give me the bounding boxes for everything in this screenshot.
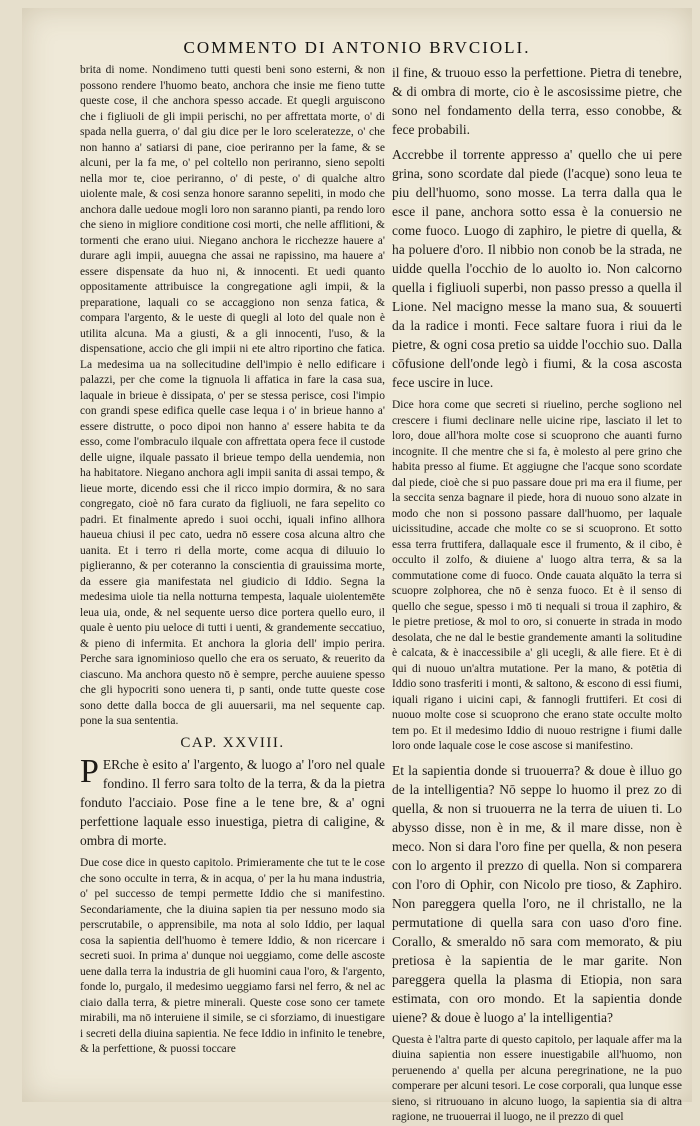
commentary-paragraph: Questa è l'altra parte di questo capitolo, per laquale affer ma la diuina sapientia non essere inuestigabile all'huomo, non peruenendo a' quella per alcuna peregrinatione, ne la puo comperare per alcuni tesori. Le cose corporali, qua lunque esse sieno, si ritruouano in alcuno luogo, la sapientia sia di altra ragione, ne truouerrai il luogo, ne il prezzo di quel [392,1033,682,1123]
chapter-heading: CAP. XXVIII. [180,734,285,751]
commentary-paragraph: brita di nome. Nondimeno tutti questi beni sono esterni, & non possono rendere l'huomo beato, anchora che insie me fieno tutte queste cose, il che anchora spesso accade. Et quegli arguiscono che i figliuoli de gli impii perischi, no per affrettata morte, o' di spada nella guerra, o' dal giu dice per le loro sceleratezze, o' che non hanno a' satiarsi di pane, cioe periranno per la fame, & se alcuni, per la fa me, o' pel coltello non periranno, sieno sepolti nella mor te, cioe periranno, o' di peste, o' di qualche altro uiolente male, & cosi senza honore saranno sepeliti, in modo che anchora dalle uedoue mogli loro non saranno pianti, pa rendo loro che sieno in migliore conditione cosi morti, che nelle afflitioni, & tormenti che erano uiui. Niegano anchora le ricchezze hauere a' durare agli impii, auuegna che assai ne rapissino, ma hauere a' essere dispensate da huo ni, & innocenti. Et uedi quanto oppositamente attribuisce la congregatione agli impii, & la preparatione, laquali co se accaggiono non senza fatica, & compara l'argento, & le ueste di quegli al loto del quale non è utilita alcuna. Ma a giusti, & a gli innocenti, l'uso, & la dispensatione, accio che gli impii ni ete altro riportino che fatica. La medesima ua na sollecitudine dell'impio è nello edificare i palazzi, per che come la tignuola li affatica in fare la casa sua, laquale in brieue è dissipata, o' per se stessa perisce, cosi l'impio con grandi spese edifica quelle case lequa i o' in brieue hanno a' essere distrutte, o poco dipoi non hanno a' essere habita te da esso, come l'ombraculo ilquale con affrettata opera fece il custode delle uigne, ilquale passato il brieue tempo della uendemia, non ha habitatore. Niegano anchora agli impii sanita di assai tempo, & lieue morte, dicendo essi che il ricco impio dormira, & no sara congregato, cioè nō fara curato da figliuoli, ne fara sepelito co padri. Et finalmente apredo i suoi occhi, iquali infino allhora haueua chiusi il pec cato, uedra nō essere cosa alcuna altro che uanita. Et i terro ri della morte, come acqua di diluuio lo piglieranno, & per coteranno la conscientia di grauissima morte, da essere gia manifestata nel giudicio di Iddio. Segna la medesima uiole tia nella notturna tempesta, laquale uiolentemēte leua uia, onde, & nel sequente uerso dice portera quello euro, il quale è uento piu ueloce di tutti i uenti, & grandemente seccatiuo, & pieno di infermita. Et anchora la gloria dell' impio perira. Perche sara ignominioso quello che era os seruato, & reuerito da ciascuno. Ma anchora questo nō è sempre, perche auuiene spesso che gli hypocriti sono uenera ti, p santi, onde tutte queste cose sono dette dalla bocca de gli auuersarii, ma nel sequente cap. pone la sua sententia. [80,64,385,727]
commentary-paragraph: Dice hora come que secreti si riuelino, perche sogliono nel crescere i fiumi declinare nelle uicine ripe, lasciato il let to loro, doue all'hora molte cose si scuoprono che auanti furno incognite. Il che mentre che si fa, è molesto al pere grino che habita presso al fiume. Et aggiugne che l'acque sono scordate dal piede, cioè che si puo passare doue pri ma era il fiume, per la seccita senza bagnare il piede, hora di nuouo sono alzate in modo che non si possono passare dall'huomo, per laquale uicissitudine, accade che molte co se si scuoprono. Et sotto essa terra fruttifera, dallaquale esce il frumento, & il cibo, è occulto il zolfo, & diuiene a' luogo altra terra, & sa la commutatione come di fuoco. Onde cauata alquāto la terra si scuopre zolphorea, che nō è senza fuoco. Et è il senso di quello che segue, spesso i mō ti nequali si troua il zaphiro, & le pietre pretiose, & mol to oro, si conuerte in strada in modo desolata, che ne dal le bestie grandemente amanti la solitudine è calcata, & è inaccessibile a' gli ucegli, & alle fiere. Et è di qui di nuouo un'altra mutatione. Per la mano, & potētia di Iddio sono trasferiti i monti, & saltono, & escono di essi fiumi, iquali rigano i uicini capi, & fannogli fruttiferi. Et cosi di nuouo molte cose si scuoprono che erano state occulte molto tem po. Et il medesimo Iddio di nuouo restrigne i fiumi dalle loro onde laquale cose le cose ascose si manifestino. [392,399,682,752]
scripture-text: il fine, & truouo esso la perfettione. Pietra di tenebre, & di ombra di morte, cio è le ascosissime pietre, che sono nel fondamento della terra, esso conobbe, & fece probabili. [392,65,682,137]
commentary-paragraph: Due cose dice in questo capitolo. Primieramente che tut te le cose che sono occulte in terra, & in acqua, o' per la hu mana industria, o' pel successo de tempi permette Iddio che si manifestino. Secondariamente, che la diuina sapien tia per nessuno modo sia perscrutabile, o apprensibile, ma nota al solo Iddio, per laqual cosa la sapientia dell'huomo è temere Iddio, & non ricercare i secreti suoi. In prima a' dunque noi ueggiamo, come delle ascoste uene dalla terra la industria de gli huomini caua l'oro, & l'argento, fonde lo, purgalo, il medesimo ueggiamo farsi nel ferro, & nel ac ciaio dalla terra, & pietre minerali. Queste cose sono cer tamete mirabili, ma nō interuiene il simile, se ci sforziamo, di inuestigare i secreti della diuina sapientia. Ne fece Iddio in infinito le tenebre, & la perfettione, & puossi toccare [80,857,385,1055]
left-column [80,63,385,1098]
scripture-text-body: ERche è esito a' l'argento, & luogo a' l'oro nel quale fondino. Il ferro sara tolto de la terra, & da la pietra fonduto l'acciaio. Pose fine a le tene bre, & a' ogni perfettione laquale esso inuestiga, pietra di caligine, & ombra di morte. [80,757,385,848]
running-header: COMMENTO DI ANTONIO BRVCIOLI. [183,38,531,57]
right-column [392,63,682,1123]
book-page [22,8,692,1123]
scripture-text: Accrebbe il torrente appresso a' quello che ui pere grina, sono scordate dal piede (l'acque) sono leua te piu dell'huomo, sono mosse. La terra dalla qua le esce il pane, anchora sotto essa è la conuersio ne come fuoco. Luogo di zaphiro, le pietre di quella, & ha poluere d'oro. Il nibbio non conob be la strada, ne uidde quella l'occhio de lo auolto io. Non calcorno quella i figliuoli superbi, non passo presso a quella il Lione. Nel macigno messe la mano sua, & souuerti da la radice i monti. Fece saltare fuora i riui da le pietre, & ogni cosa pretio sa uidde l'occhio suo. Dalla cōfusione dell'onde legò i fiumi, & la cosa ascosta fece uscire in luce. [392,147,682,390]
scripture-text [80,755,385,850]
drop-cap: P [80,753,99,790]
scripture-text: Et la sapientia donde si truouerra? & doue è illuo go de la intelligentia? Nō seppe lo huomo il prez zo di quella, & non si truouerra ne la terra de uiuen ti. Lo abysso disse, non è in me, & il mare disse, non è meco. Non si dara l'oro fine per quella, & non pesera con lo argento il prezzo di quella. Non si comparera con l'oro di Ophir, con Nicolo pre tioso, & Zaphiro. Non pareggera quella l'oro, ne il christallo, ne la permutatione di quella sara con uaso d'oro fine. Corallo, & smeraldo nō sara com memorato, & piu pretiosa è la sapientia de le mar garite. Non pareggera quella la plasma di Etiopia, non sara estimata, con oro mondo. Et la sapientia donde uiene? & doue è luogo a' la intelligentia? [392,762,682,1025]
